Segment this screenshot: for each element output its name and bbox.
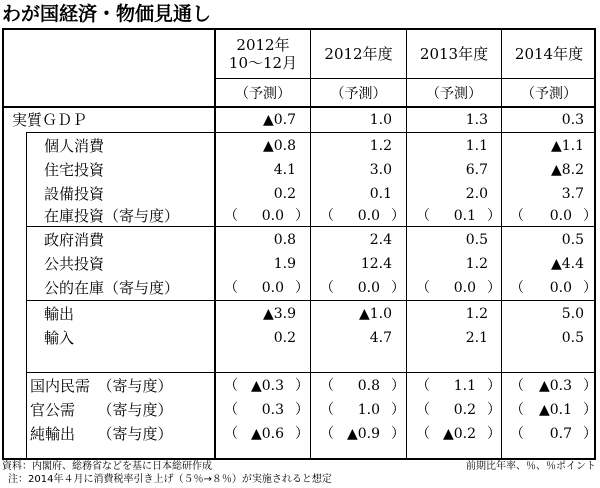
table-row xyxy=(4,204,597,228)
cell-value: 6.7 xyxy=(465,162,488,178)
table-row xyxy=(4,158,594,182)
cell-value: 0.2 xyxy=(273,186,296,202)
paren-open: （ xyxy=(510,280,524,296)
group-rule xyxy=(26,372,594,373)
cell-value: 0.5 xyxy=(561,232,584,248)
row-label: 設備投資 xyxy=(44,185,105,203)
paren-close: ） xyxy=(391,402,405,418)
table-row xyxy=(4,422,597,446)
cell-value: 1.1 xyxy=(465,138,488,154)
page-title: わが国経済・物価見通し xyxy=(2,3,212,25)
paren-close: ） xyxy=(487,402,501,418)
paren-open: （ xyxy=(224,280,238,296)
cell-value: 0.3 xyxy=(261,402,284,418)
paren-open: （ xyxy=(510,402,524,418)
paren-close: ） xyxy=(583,426,597,442)
row-label: 政府消費 xyxy=(44,231,105,249)
cell-value: 1.2 xyxy=(465,306,488,322)
cell-value: 0.8 xyxy=(273,232,296,248)
paren-close: ） xyxy=(487,280,501,296)
row-label: 輸入 xyxy=(44,329,75,347)
cell-value: 0.0 xyxy=(549,208,572,224)
cell-value: 1.2 xyxy=(369,138,392,154)
paren-open: （ xyxy=(224,426,238,442)
cell-value: ▲1.1 xyxy=(550,138,584,154)
group-rule xyxy=(26,300,594,301)
cell-value: 5.0 xyxy=(561,306,584,322)
cell-value: ▲0.7 xyxy=(262,112,296,128)
column-sublabel-1: （予測） xyxy=(330,86,387,102)
cell-value: 1.0 xyxy=(357,402,380,418)
row-label: 在庫投資（寄与度） xyxy=(44,207,180,225)
column-sublabel-2: （予測） xyxy=(426,86,482,102)
paren-close: ） xyxy=(391,280,405,296)
paren-open: （ xyxy=(224,208,238,224)
cell-value: 2.4 xyxy=(369,232,392,248)
paren-open: （ xyxy=(224,402,238,418)
cell-value: 0.8 xyxy=(357,378,380,394)
header-divider xyxy=(214,78,594,79)
column-header-line2: 10〜12月 xyxy=(228,54,298,72)
paren-open: （ xyxy=(320,378,334,394)
cell-value: 12.4 xyxy=(360,256,392,272)
cell-value: 0.3 xyxy=(561,112,584,128)
cell-value: 0.2 xyxy=(453,402,476,418)
cell-value: 0.2 xyxy=(273,330,296,346)
table-row xyxy=(4,326,594,350)
cell-value: ▲4.4 xyxy=(550,256,584,272)
paren-open: （ xyxy=(416,378,430,394)
paren-open: （ xyxy=(224,378,238,394)
table-row xyxy=(4,398,597,422)
cell-value: 1.3 xyxy=(465,112,488,128)
cell-value: 0.1 xyxy=(369,186,392,202)
cell-value: 0.0 xyxy=(549,280,572,296)
paren-open: （ xyxy=(320,426,334,442)
cell-value: 3.0 xyxy=(369,162,392,178)
cell-value: 0.0 xyxy=(261,280,284,296)
paren-close: ） xyxy=(583,208,597,224)
row-label: 実質ＧＤＰ xyxy=(12,111,88,129)
cell-value: 0.7 xyxy=(549,426,572,442)
unit-note: 前期比年率、％、％ポイント xyxy=(466,461,596,472)
cell-value: ▲0.2 xyxy=(442,426,476,442)
cell-value: 0.0 xyxy=(357,208,380,224)
cell-value: ▲0.9 xyxy=(346,426,380,442)
cell-value: 0.5 xyxy=(561,330,584,346)
row-label: 国内民需 （寄与度） xyxy=(30,377,173,395)
paren-close: ） xyxy=(295,280,309,296)
column-header-3: 2014年度 xyxy=(514,45,584,63)
cell-value: 4.1 xyxy=(273,162,296,178)
paren-open: （ xyxy=(510,426,524,442)
cell-value: 4.7 xyxy=(369,330,392,346)
row-label: 官公需 （寄与度） xyxy=(30,401,173,419)
cell-value: ▲0.3 xyxy=(538,378,572,394)
cell-value: ▲0.6 xyxy=(250,426,284,442)
column-header-1: 2012年度 xyxy=(324,45,393,63)
cell-value: ▲3.9 xyxy=(262,306,296,322)
paren-close: ） xyxy=(295,378,309,394)
paren-open: （ xyxy=(320,208,334,224)
table-row xyxy=(4,134,594,158)
row-label: 住宅投資 xyxy=(44,161,105,179)
paren-close: ） xyxy=(295,208,309,224)
cell-value: ▲0.1 xyxy=(538,402,572,418)
table-row xyxy=(4,228,594,252)
paren-open: （ xyxy=(416,280,430,296)
paren-open: （ xyxy=(320,280,334,296)
cell-value: 1.2 xyxy=(465,256,488,272)
cell-value: 0.5 xyxy=(465,232,488,248)
column-sublabel-0: （予測） xyxy=(235,86,291,102)
cell-value: ▲8.2 xyxy=(550,162,584,178)
row-label: 公共投資 xyxy=(44,255,105,273)
table-row xyxy=(4,182,594,206)
paren-open: （ xyxy=(416,402,430,418)
paren-close: ） xyxy=(295,426,309,442)
paren-open: （ xyxy=(510,208,524,224)
cell-value: 2.1 xyxy=(465,330,488,346)
row-label: 輸出 xyxy=(44,305,75,323)
cell-value: 0.0 xyxy=(357,280,380,296)
paren-close: ） xyxy=(487,208,501,224)
source-note: 資料：内閣府、総務省などを基に日本総研作成 xyxy=(2,461,212,472)
cell-value: 1.1 xyxy=(453,378,476,394)
paren-close: ） xyxy=(583,402,597,418)
footnote: 注：2014年４月に消費税率引き上げ（５％→８％）が実施されると想定 xyxy=(8,474,332,485)
paren-open: （ xyxy=(416,426,430,442)
group-rule xyxy=(26,132,594,133)
table-row xyxy=(4,302,594,326)
table-row xyxy=(4,374,597,398)
cell-value: ▲0.8 xyxy=(262,138,296,154)
cell-value: ▲1.0 xyxy=(358,306,392,322)
column-sublabel-3: （予測） xyxy=(521,86,577,102)
cell-value: 0.1 xyxy=(453,208,476,224)
table-row xyxy=(4,252,594,276)
paren-open: （ xyxy=(510,378,524,394)
paren-open: （ xyxy=(320,402,334,418)
paren-close: ） xyxy=(583,378,597,394)
paren-close: ） xyxy=(295,402,309,418)
cell-value: 3.7 xyxy=(561,186,584,202)
column-header-2: 2013年度 xyxy=(419,45,489,63)
row-label: 純輸出 （寄与度） xyxy=(30,425,173,443)
cell-value: 1.0 xyxy=(369,112,392,128)
cell-value: ▲0.3 xyxy=(250,378,284,394)
paren-close: ） xyxy=(391,378,405,394)
column-header-line1: 2012年 xyxy=(236,36,290,54)
table-row xyxy=(4,108,594,132)
paren-close: ） xyxy=(487,426,501,442)
paren-close: ） xyxy=(391,426,405,442)
column-header-0 xyxy=(216,36,310,72)
cell-value: 1.9 xyxy=(273,256,296,272)
row-label: 公的在庫（寄与度） xyxy=(44,279,180,297)
paren-close: ） xyxy=(391,208,405,224)
table-row xyxy=(4,276,597,300)
paren-close: ） xyxy=(487,378,501,394)
paren-open: （ xyxy=(416,208,430,224)
forecast-table xyxy=(2,28,596,460)
cell-value: 0.0 xyxy=(453,280,476,296)
cell-value: 0.0 xyxy=(261,208,284,224)
cell-value: 2.0 xyxy=(465,186,488,202)
paren-close: ） xyxy=(583,280,597,296)
row-label: 個人消費 xyxy=(44,137,105,155)
